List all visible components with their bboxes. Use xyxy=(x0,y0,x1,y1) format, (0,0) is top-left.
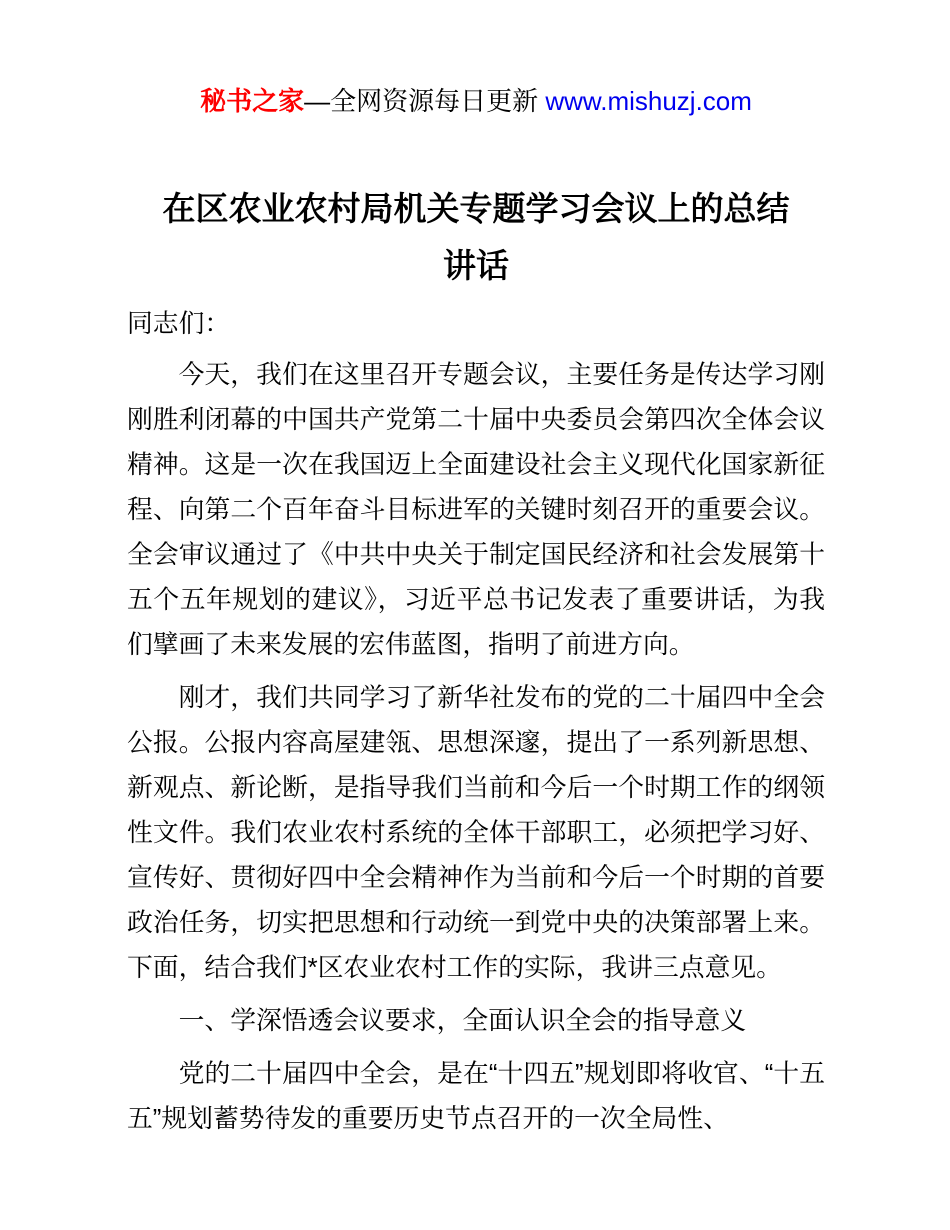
site-url-link[interactable]: www.mishuzj.com xyxy=(545,86,752,116)
site-brand: 秘书之家 xyxy=(200,86,305,116)
salutation: 同志们： xyxy=(127,310,231,338)
document-body xyxy=(127,302,825,1142)
site-tagline: —全网资源每日更新 xyxy=(304,86,546,116)
site-header xyxy=(127,84,825,118)
paragraph-2: 刚才，我们共同学习了新华社发布的党的二十届四中全会公报。公报内容高屋建瓴、思想深邃，提出了一系列新思想、新观点、新论断，是指导我们当前和今后一个时期工作的纲领性文件。我们农业农村系统的全体干部职工，必须把学习好、宣传好、贯彻好四中全会精神作为当前和今后一个时期的首要政治任务，切实把思想和行动统一到党中央的决策部署上来。下面，结合我们*区农业农村工作的实际，我讲三点意见。 xyxy=(127,684,825,982)
paragraph-1: 今天，我们在这里召开专题会议，主要任务是传达学习刚刚胜利闭幕的中国共产党第二十届中央委员会第四次全体会议精神。这是一次在我国迈上全面建设社会主义现代化国家新征程、向第二个百年奋斗目标进军的关键时刻召开的重要会议。全会审议通过了《中共中央关于制定国民经济和社会发展第十五个五年规划的建议》，习近平总书记发表了重要讲话，为我们擘画了未来发展的宏伟蓝图，指明了前进方向。 xyxy=(127,361,825,659)
section-heading-1: 一、学深悟透会议要求，全面认识全会的指导意义 xyxy=(178,1007,747,1035)
document-title: 在区农业农村局机关专题学习会议上的总结讲话 xyxy=(162,190,790,284)
paragraph-3: 党的二十届四中全会，是在“十四五”规划即将收官、“十五五”规划蓄势待发的重要历史节点召开的一次全局性、 xyxy=(127,1060,825,1133)
